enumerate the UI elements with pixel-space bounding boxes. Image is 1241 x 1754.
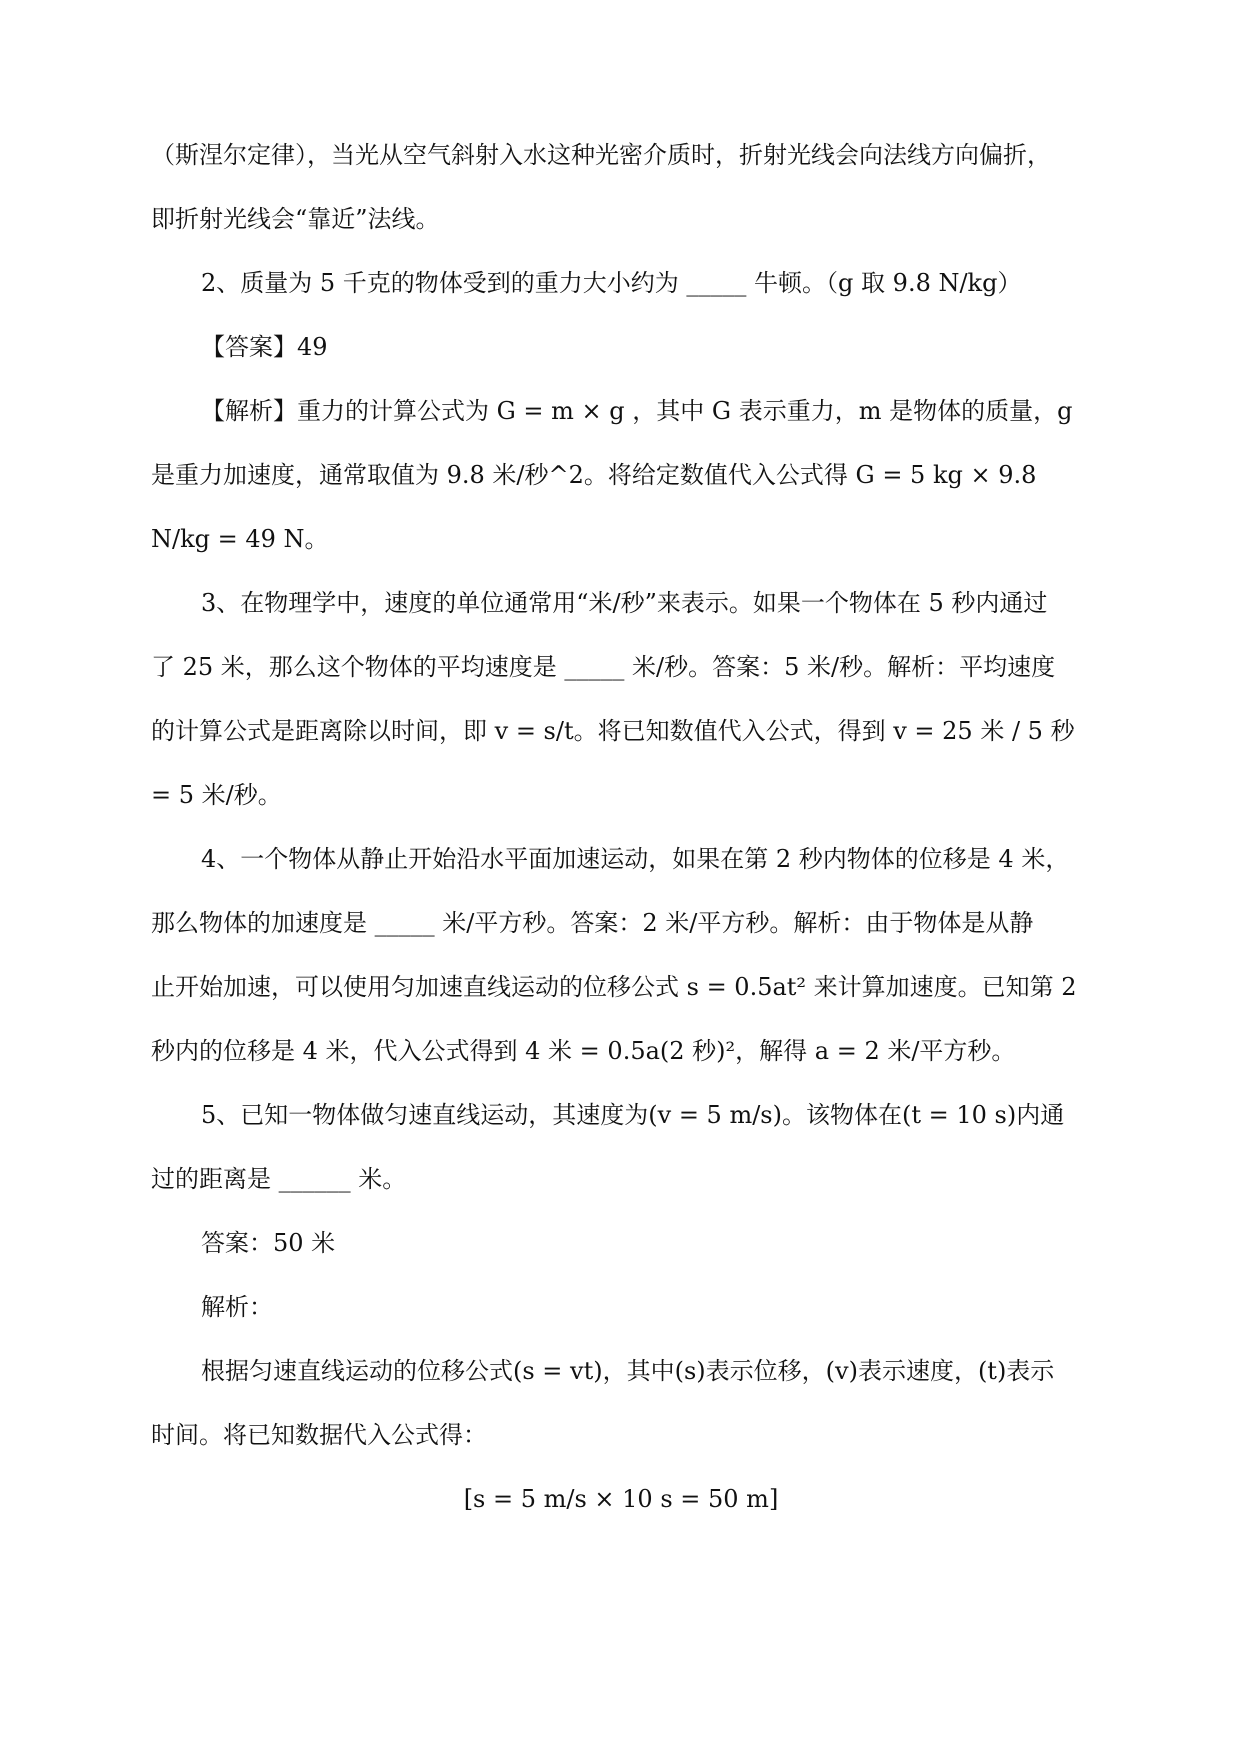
question-5: 5、已知一物体做匀速直线运动，其速度为(v = 5 m/s)。该物体在(t = 10 s)内通 <box>201 1101 1065 1129</box>
text-line: 是重力加速度，通常取值为 9.8 米/秒^2。将给定数值代入公式得 G = 5 kg × 9.8 <box>151 461 1037 489</box>
document-body <box>151 140 1091 1548</box>
text-line: 过的距离是 ______ 米。 <box>151 1165 407 1193</box>
question-4: 4、一个物体从静止开始沿水平面加速运动，如果在第 2 秒内物体的位移是 4 米， <box>201 845 1070 873</box>
answer-5: 答案：50 米 <box>201 1229 336 1257</box>
formula-line: [s = 5 m/s × 10 s = 50 m] <box>463 1485 779 1513</box>
text-line: 止开始加速，可以使用匀加速直线运动的位移公式 s = 0.5at² 来计算加速度。已知第 2 <box>151 973 1077 1001</box>
text-line: 秒内的位移是 4 米，代入公式得到 4 米 = 0.5a(2 秒)²，解得 a = 2 米/平方秒。 <box>151 1037 1016 1065</box>
analysis-2: 【解析】重力的计算公式为 G = m × g ，其中 G 表示重力，m 是物体的质量，g <box>201 397 1073 425</box>
text-line: 即折射光线会“靠近”法线。 <box>151 205 440 233</box>
analysis-5: 根据匀速直线运动的位移公式(s = vt)，其中(s)表示位移，(v)表示速度，(t)表示 <box>201 1357 1055 1385</box>
text-line: = 5 米/秒。 <box>151 781 282 809</box>
text-line: N/kg = 49 N。 <box>151 525 329 553</box>
answer-2: 【答案】49 <box>201 333 328 361</box>
text-line: 的计算公式是距离除以时间，即 v = s/t。将已知数值代入公式，得到 v = 25 米 / 5 秒 <box>151 717 1075 745</box>
analysis-5-heading: 解析： <box>201 1293 273 1321</box>
question-3: 3、在物理学中，速度的单位通常用“米/秒”来表示。如果一个物体在 5 秒内通过 <box>201 589 1048 617</box>
text-line: 那么物体的加速度是 _____ 米/平方秒。答案：2 米/平方秒。解析：由于物体是从静 <box>151 909 1034 937</box>
text-line: 时间。将已知数据代入公式得： <box>151 1421 487 1449</box>
text-line: 了 25 米，那么这个物体的平均速度是 _____ 米/秒。答案：5 米/秒。解析：平均速度 <box>151 653 1056 681</box>
text-line: （斯涅尔定律），当光从空气斜射入水这种光密介质时，折射光线会向法线方向偏折， <box>151 141 1051 169</box>
question-2: 2、质量为 5 千克的物体受到的重力大小约为 _____ 牛顿。（g 取 9.8 N/kg） <box>201 269 1022 297</box>
